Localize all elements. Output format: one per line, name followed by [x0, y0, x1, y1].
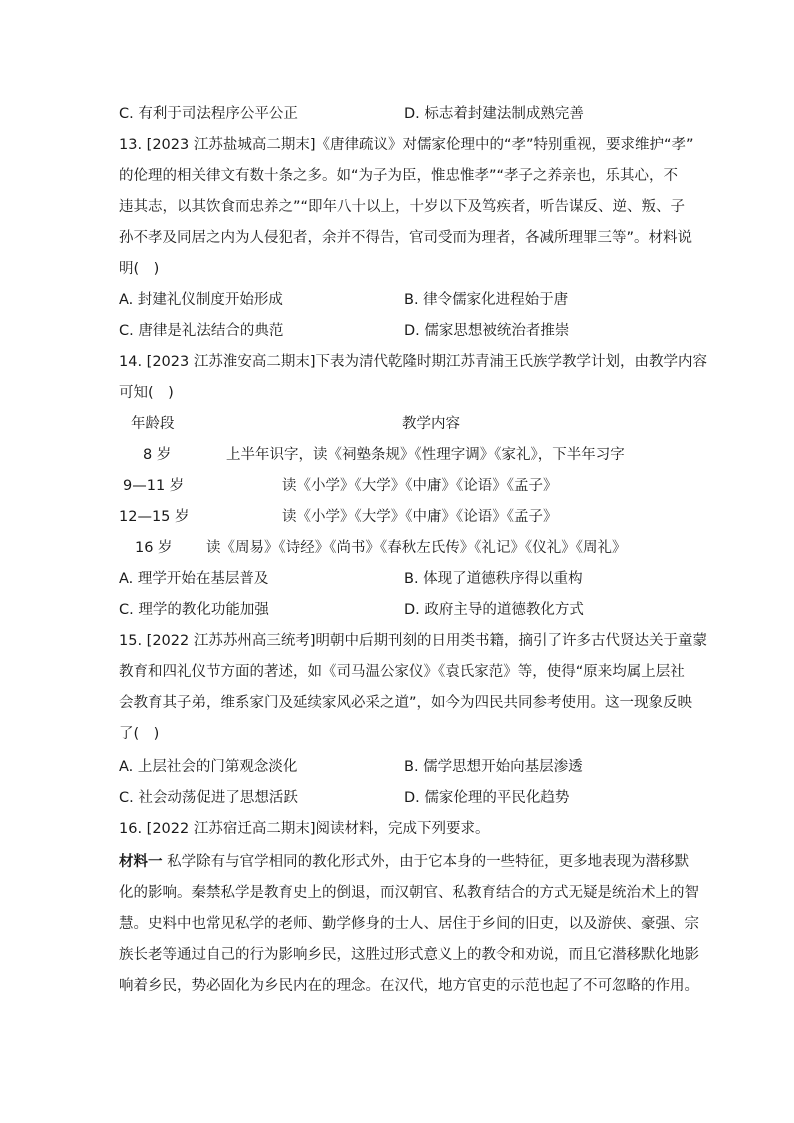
q14-option-c: C. 理学的教化功能加强: [119, 602, 269, 618]
q13-option-d: D. 儒家思想被统治者推崇: [404, 323, 570, 339]
table-row-content: 读《周易》《诗经》《尚书》《春秋左氏传》《礼记》《仪礼》《周礼》: [206, 540, 627, 556]
q15-stem-line-1: 15. [2022 江苏苏州高三统考]明朝中后期刊刻的日用类书籍，摘引了许多古代贤达关于童蒙: [119, 633, 707, 649]
table-row-age: 9—11 岁: [123, 478, 185, 494]
q13-option-c: C. 唐律是礼法结合的典范: [119, 323, 284, 339]
q16-material-line-3: 慧。史料中也常见私学的老师、勤学修身的士人、居住于乡间的旧吏，以及游侠、豪强、宗: [119, 916, 699, 932]
q16-material-line-5: 响着乡民，势必固化为乡民内在的理念。在汉代，地方官吏的示范也起了不可忽略的作用。: [119, 978, 699, 994]
material-label: 材料一: [119, 854, 163, 870]
q13-option-a: A. 封建礼仪制度开始形成: [119, 292, 283, 308]
q13-stem-line-1: 13. [2023 江苏盐城高二期末]《唐律疏议》对儒家伦理中的“孝”特别重视，要求维护“孝”: [119, 137, 694, 153]
q14-option-a: A. 理学开始在基层普及: [119, 571, 269, 587]
q14-stem-line-1: 14. [2023 江苏淮安高二期末]下表为清代乾隆时期江苏青浦王氏族学教学计划，由教学内容: [119, 354, 707, 370]
q13-stem-line-3: 违其志，以其饮食而忠养之”“即年八十以上，十岁以下及笃疾者，听告谋反、逆、叛、子: [119, 199, 686, 215]
q16-title: 16. [2022 江苏宿迁高二期末]阅读材料，完成下列要求。: [119, 821, 490, 837]
material-text: 私学除有与官学相同的教化形式外，由于它本身的一些特征，更多地表现为潜移默: [167, 854, 690, 870]
q12-option-d: D. 标志着封建法制成熟完善: [404, 106, 584, 122]
q15-stem-line-3: 会教育其子弟，维系家门及延续家风必采之道”，如今为四民共同参考使用。这一现象反映: [119, 695, 693, 711]
table-row-age: 16 岁: [135, 540, 173, 556]
q16-material-line-1: [119, 852, 689, 872]
table-row-age: 8 岁: [143, 447, 172, 463]
q13-stem-line-5: 明( ): [119, 261, 160, 277]
q12-option-c: C. 有利于司法程序公平公正: [119, 106, 298, 122]
q13-stem-line-2: 的伦理的相关律文有数十条之多。如“为子为臣，惟忠惟孝”“孝子之养亲也，乐其心，不: [119, 168, 679, 184]
q15-option-b: B. 儒学思想开始向基层渗透: [404, 759, 583, 775]
q16-material-line-4: 族长老等通过自己的行为影响乡民，这胜过形式意义上的教令和劝说，而且它潜移默化地影: [119, 947, 699, 963]
q15-option-d: D. 儒家伦理的平民化趋势: [404, 790, 570, 806]
q13-option-b: B. 律令儒家化进程始于唐: [404, 292, 569, 308]
table-row-content: 上半年识字，读《祠塾条规》《性理字调》《家礼》，下半年习字: [226, 447, 625, 463]
table-header-age: 年龄段: [131, 416, 175, 432]
q15-stem-line-4: 了( ): [119, 726, 160, 742]
q16-material-line-2: 化的影响。秦禁私学是教育史上的倒退，而汉朝官、私教育结合的方式无疑是统治术上的智: [119, 885, 699, 901]
q14-stem-line-2: 可知( ): [119, 385, 174, 401]
q14-option-d: D. 政府主导的道德教化方式: [404, 602, 584, 618]
table-row-content: 读《小学》《大学》《中庸》《论语》《孟子》: [282, 509, 558, 525]
table-row-content: 读《小学》《大学》《中庸》《论语》《孟子》: [282, 478, 558, 494]
q15-option-c: C. 社会动荡促进了思想活跃: [119, 790, 298, 806]
q14-option-b: B. 体现了道德秩序得以重构: [404, 571, 583, 587]
q15-option-a: A. 上层社会的门第观念淡化: [119, 759, 298, 775]
q15-stem-line-2: 教育和四礼仪节方面的著述，如《司马温公家仪》《袁氏家范》等，使得“原来均属上层社: [119, 664, 685, 680]
table-header-content: 教学内容: [402, 416, 460, 432]
table-row-age: 12—15 岁: [119, 509, 190, 525]
q13-stem-line-4: 孙不孝及同居之内为人侵犯者，余并不得告，官司受而为理者，各减所理罪三等”。材料说: [119, 230, 693, 246]
